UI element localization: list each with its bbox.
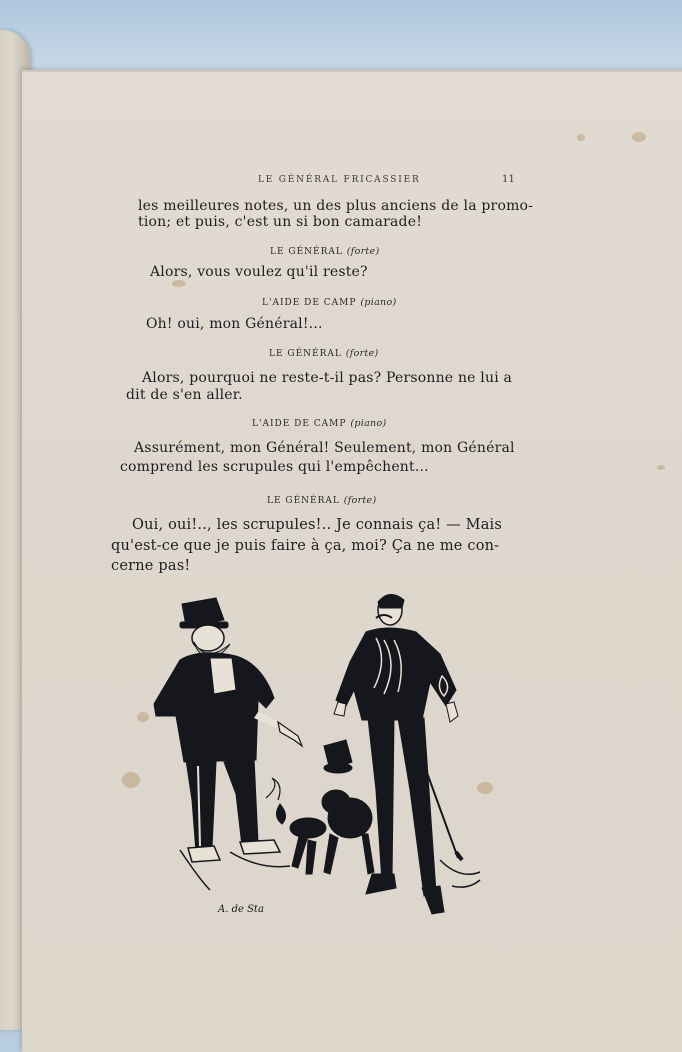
speaker-label: LE GÉNÉRAL (forte) [267, 495, 377, 506]
speaker-label: LE GÉNÉRAL (forte) [269, 348, 379, 359]
text-line: tion; et puis, c'est un si bon camarade! [138, 214, 423, 230]
aide-de-camp-figure [324, 594, 462, 914]
text-line: Alors, pourquoi ne reste-t-il pas? Personne ne lui a [142, 370, 513, 386]
text-line: dit de s'en aller. [126, 387, 243, 403]
artist-signature: A. de Sta [218, 904, 264, 915]
speaker-label: LE GÉNÉRAL (forte) [270, 246, 380, 257]
text-line: qu'est-ce que je puis faire à ça, moi? Ça ne me con- [111, 538, 500, 554]
text-line: Alors, vous voulez qu'il reste? [150, 264, 368, 280]
text-line: les meilleures notes, un des plus anciens de la promo- [138, 198, 534, 214]
page-number: 11 [502, 174, 516, 185]
text-line: Oui, oui!.., les scrupules!.. Je connais ça! — Mais [132, 517, 503, 533]
text-line: Assurément, mon Général! Seulement, mon Général [134, 440, 515, 456]
running-header: LE GÉNÉRAL FRICASSIER [258, 175, 421, 185]
text-line: comprend les scrupules qui l'empêchent... [120, 459, 429, 475]
text-line: Oh! oui, mon Général!... [146, 316, 323, 332]
text-line: cerne pas! [111, 558, 191, 574]
caricature-illustration [140, 590, 500, 930]
speaker-label: L'AIDE DE CAMP (piano) [252, 418, 387, 429]
speaker-label: L'AIDE DE CAMP (piano) [262, 297, 397, 308]
poodle-figure [276, 790, 374, 874]
